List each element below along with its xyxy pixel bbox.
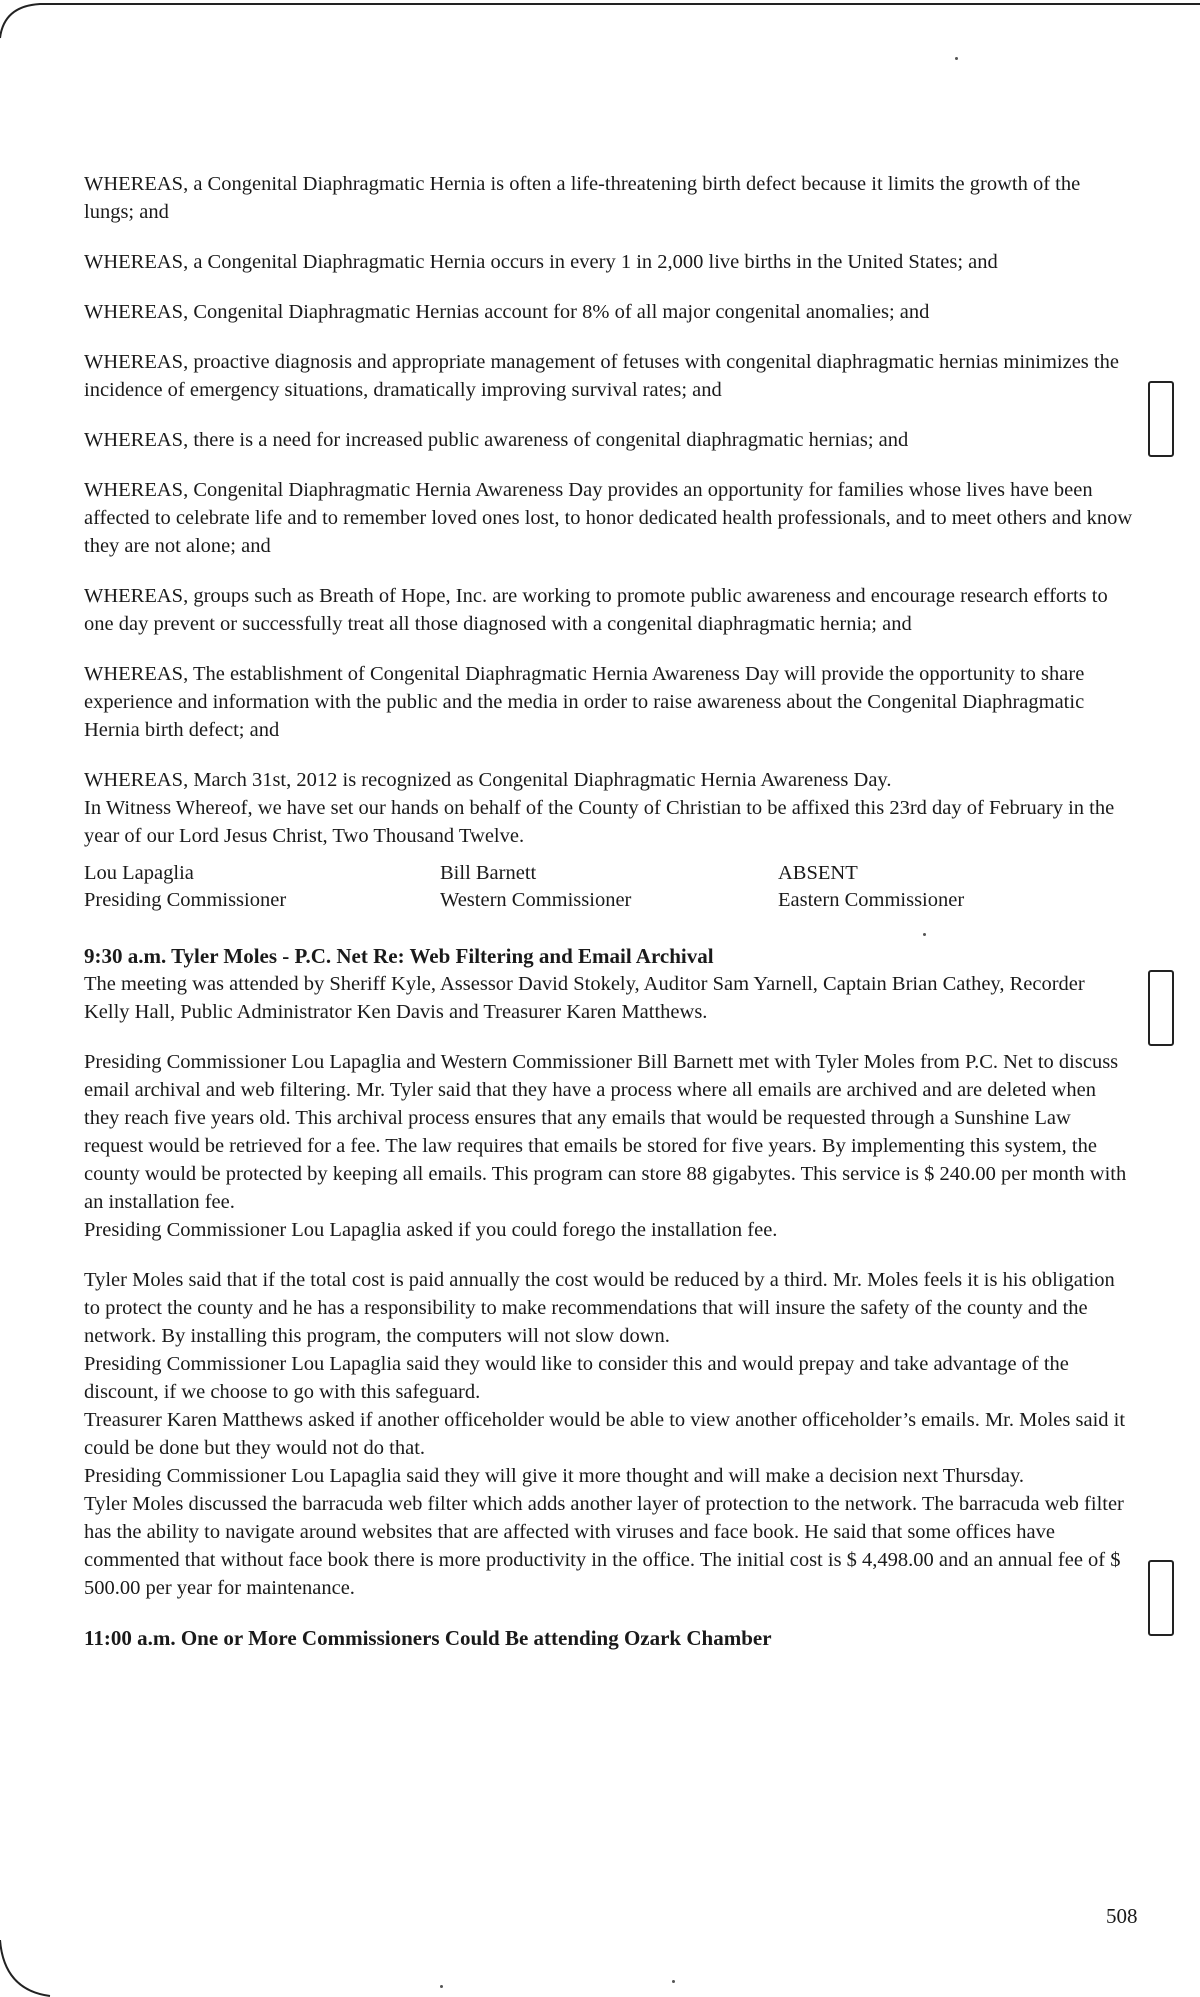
scan-speck xyxy=(955,57,958,60)
meeting-heading: 9:30 a.m. Tyler Moles - P.C. Net Re: Web Filtering and Email Archival xyxy=(84,944,714,968)
signature-name: ABSENT xyxy=(778,862,858,884)
signature-title: Presiding Commissioner xyxy=(84,889,287,911)
scan-speck xyxy=(923,933,926,936)
whereas-paragraph: WHEREAS, groups such as Breath of Hope, Inc. are working to promote public awareness and encourage research efforts to one day prevent or successfully treat all those diagnosed with a congenital diaphragmatic hernia; and xyxy=(84,585,1108,635)
signature-name: Bill Barnett xyxy=(440,862,537,884)
whereas-paragraph: WHEREAS, a Congenital Diaphragmatic Hernia is often a life-threatening birth defect because it limits the growth of the lungs; and xyxy=(84,173,1081,223)
meeting-paragraph: Presiding Commissioner Lou Lapaglia asked if you could forego the installation fee. xyxy=(84,1219,778,1241)
closing-heading: 11:00 a.m. One or More Commissioners Could Be attending Ozark Chamber xyxy=(84,1626,772,1650)
signature-title: Western Commissioner xyxy=(440,889,632,911)
whereas-paragraph: WHEREAS, a Congenital Diaphragmatic Hernia occurs in every 1 in 2,000 live births in the United States; and xyxy=(84,251,998,273)
document-body xyxy=(84,170,1134,1652)
margin-bracket xyxy=(1148,381,1174,457)
scan-speck xyxy=(672,1980,675,1983)
meeting-attendance: The meeting was attended by Sheriff Kyle, Assessor David Stokely, Auditor Sam Yarnell, Captain Brian Cathey, Recorder Kelly Hall, Public Administrator Ken Davis and Treasurer Karen Matthews. xyxy=(84,973,1085,1023)
whereas-paragraph: WHEREAS, proactive diagnosis and appropriate management of fetuses with congenital diaphragmatic hernias minimizes the incidence of emergency situations, dramatically improving survival rates; and xyxy=(84,351,1119,401)
meeting-paragraph: Presiding Commissioner Lou Lapaglia said they will give it more thought and will make a decision next Thursday. xyxy=(84,1465,1024,1487)
signature-title: Eastern Commissioner xyxy=(778,889,965,911)
scan-border-bottom xyxy=(0,1940,60,1997)
meeting-paragraph: Presiding Commissioner Lou Lapaglia said they would like to consider this and would prepay and take advantage of the discount, if we choose to go with this safeguard. xyxy=(84,1353,1069,1403)
witness-paragraph: In Witness Whereof, we have set our hands on behalf of the County of Christian to be affixed this 23rd day of February in the year of our Lord Jesus Christ, Two Thousand Twelve. xyxy=(84,797,1115,847)
meeting-paragraph: Presiding Commissioner Lou Lapaglia and Western Commissioner Bill Barnett met with Tyler Moles from P.C. Net to discuss email archival and web filtering. Mr. Tyler said that they have a process where all emails are archived and are deleted when they reach five years old. This archival process ensures that any emails that would be requested through a Sunshine Law request would be retrieved for a fee. The law requires that emails be stored for five years. By implementing this system, the county would be protected by keeping all emails. This program can store 88 gigabytes. This service is $ 240.00 per month with an installation fee. xyxy=(84,1051,1127,1213)
scan-border-top xyxy=(0,0,1200,40)
meeting-paragraph: Treasurer Karen Matthews asked if another officeholder would be able to view another officeholder’s emails. Mr. Moles said it could be done but they would not do that. xyxy=(84,1409,1126,1459)
whereas-paragraph: WHEREAS, The establishment of Congenital Diaphragmatic Hernia Awareness Day will provide the opportunity to share experience and information with the public and the media in order to raise awareness about the Congenital Diaphragmatic Hernia birth defect; and xyxy=(84,663,1085,741)
meeting-paragraph: Tyler Moles discussed the barracuda web filter which adds another layer of protection to the network. The barracuda web filter has the ability to navigate around websites that are affected with viruses and face book. He said that some offices have commented that without face book there is more productivity in the office. The initial cost is $ 4,498.00 and an annual fee of $ 500.00 per year for maintenance. xyxy=(84,1493,1124,1599)
whereas-paragraph: WHEREAS, Congenital Diaphragmatic Hernia Awareness Day provides an opportunity for families whose lives have been affected to celebrate life and to remember loved ones lost, to honor dedicated health professionals, and to meet others and know they are not alone; and xyxy=(84,479,1133,557)
scan-speck xyxy=(440,1985,443,1988)
signature-name: Lou Lapaglia xyxy=(84,862,194,884)
margin-bracket xyxy=(1148,970,1174,1046)
whereas-paragraph: WHEREAS, March 31st, 2012 is recognized as Congenital Diaphragmatic Hernia Awareness Day. xyxy=(84,769,892,791)
page-number: 508 xyxy=(1106,1904,1138,1928)
signature-block xyxy=(84,860,1134,914)
whereas-paragraph: WHEREAS, there is a need for increased public awareness of congenital diaphragmatic hernias; and xyxy=(84,429,909,451)
meeting-paragraph: Tyler Moles said that if the total cost is paid annually the cost would be reduced by a third. Mr. Moles feels it is his obligation to protect the county and he has a responsibility to make recommendations that will insure the safety of the county and the network. By installing this program, the computers will not slow down. xyxy=(84,1269,1115,1347)
margin-bracket xyxy=(1148,1560,1174,1636)
whereas-paragraph: WHEREAS, Congenital Diaphragmatic Hernias account for 8% of all major congenital anomalies; and xyxy=(84,301,930,323)
